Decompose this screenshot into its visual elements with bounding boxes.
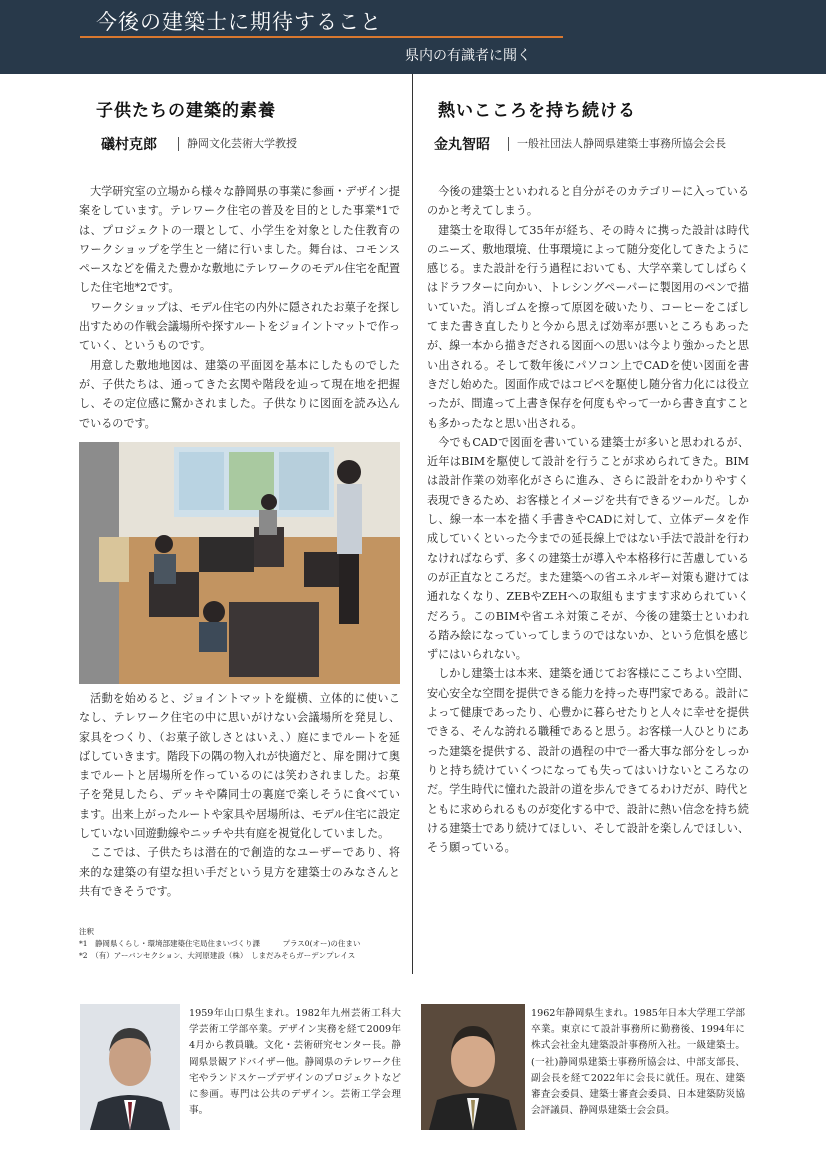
left-author-affiliation: 静岡文化芸術大学教授: [178, 137, 297, 151]
right-author-name: 金丸智昭: [434, 137, 490, 153]
left-article-body-bottom: [79, 689, 400, 901]
page-subtitle: 県内の有識者に聞く: [405, 48, 531, 64]
right-author-affiliation: 一般社団法人静岡県建築士事務所協会会長: [508, 137, 726, 151]
right-portrait-illustration: [421, 1004, 525, 1130]
left-author-portrait: [80, 1004, 180, 1130]
title-underline: [80, 36, 563, 38]
workshop-photo: [79, 442, 400, 684]
left-paragraph: 用意した敷地地図は、建築の平面図を基本にしたものでしたが、子供たちは、通ってきた玄関や階段を辿って現在地を把握し、その定位感に驚かされました。子供なりに図面を読み込んでいるのです。: [79, 358, 400, 430]
right-author-bio: 1962年静岡県生まれ。1985年日本大学理工学部卒業。東京にて設計事務所に勤務後、1994年に株式会社金丸建築設計事務所入社。一級建築士。(一社)静岡県建築士事務所協会は、中部支部長、副会長を経て2022年に会長に就任。現在、建築審査会委員、建築士審査会委員、日本建築防災協会評議員、静岡県建築士会会員。: [531, 1008, 745, 1117]
column-divider: [412, 74, 413, 974]
left-paragraph: 活動を始めると、ジョイントマットを縦横、立体的に使いこなし、テレワーク住宅の中に思いがけない会議場所を発見し、家具をつくり、（お菓子欲しさとはいえ、）庭にまでルートを延ばしていきます。階段下の隅の物入れが快適だと、扉を開けて奥までルートと居場所を作っているのには笑わされました。お菓子を発見したら、デッキや隣同士の裏庭で楽しそうに食べています。出来上がったルートや家具や居場所は、モデル住宅に設定していない回遊動線やニッチや共有庭を視覚化していました。: [79, 692, 400, 841]
left-portrait-illustration: [80, 1004, 180, 1130]
right-paragraph: しかし建築士は本来、建築を通じてお客様にここちよい空間、安心安全な空間を提供できる能力を持った専門家である。設計によって健康であったり、心豊かに暮らせたりと人々に幸せを提供できる、そんな誇れる職種であると思う。お客様一人ひとりにあった建築を提供する、設計の過程の中で一番大事な部分をしっかりと持ち続けていくつになっても失ってはいけないところなのだ。学生時代に憧れた設計の道を歩んできてるわけだが、時代とともに求められるものが変化する中で、設計に熱い信念を持ち続ける建築士であり続けてほしい、そして設計を楽しんでほしい、そう願っている。: [427, 667, 749, 855]
left-paragraph: ここでは、子供たちは潜在的で創造的なユーザーであり、将来的な建築の有望な担い手だという見方を建築士のみなさんと共有できそうです。: [79, 846, 400, 898]
page-header: [0, 0, 826, 74]
left-article-title: 子供たちの建築的素養: [96, 101, 276, 121]
left-paragraph: 大学研究室の立場から様々な静岡県の事業に参画・デザイン提案をしています。テレワーク住宅の普及を目的とした事業*1では、プロジェクトの一環として、小学生を対象とした住教育のワークショップを学生と一緒に行いました。舞台は、コモンスペースなどを備えた豊かな敷地にテレワークのモデル住宅を配置した住宅地*2です。: [79, 185, 400, 295]
left-author-bio: 1959年山口県生まれ。1982年九州芸術工科大学芸術工学部卒業。デザイン実務を経て2009年4月から教員職。文化・芸術研究センター長。静岡県景観アドバイザー他。静岡県のテレワーク住宅やランドスケープデザインのプロジェクトなどに参画。専門は公共のデザイン。芸術工学会理事。: [189, 1008, 401, 1117]
footnotes: [79, 926, 409, 962]
right-article-title: 熱いこころを持ち続ける: [438, 101, 636, 121]
footnote-item: *2 （有）アーバンセクション、大河原建設（株） しまだみそらガーデンプレイス: [79, 951, 356, 960]
left-article-body-top: [79, 182, 400, 433]
footnotes-label: 注釈: [79, 927, 94, 936]
right-paragraph: 今後の建築士といわれると自分がそのカテゴリーに入っているのかと考えてしまう。: [427, 185, 749, 218]
left-paragraph: ワークショップは、モデル住宅の内外に隠されたお菓子を探し出すための作戦会議場所や探すルートをジョイントマットで作っていく、というものです。: [79, 300, 400, 353]
footnote-item: *1 静岡県くらし・環境部建築住宅局住まいづくり課 プラス0(オー)の住まい: [79, 939, 361, 948]
workshop-photo-illustration: [79, 442, 400, 684]
right-article-body: [427, 182, 749, 857]
left-author-name: 礒村克郎: [101, 137, 157, 153]
right-paragraph: 今でもCADで図面を書いている建築士が多いと思われるが、近年はBIMを駆使して設計を行うことが求められてきた。BIMは設計作業の効率化がさらに進み、さらに設計をわかりやすく表現できるため、お客様とイメージを共有できるツールだ。しかし、線一本一本を描く手書きやCADに対して、立体データを作成していくといった今までの延長線上ではない手法で設計を行わなければならず、多くの建築士が導入や本格移行に苦慮しているのが正直なところだ。また建築への省エネルギー対策も避けては通れなくなり、ZEBやZEHへの取組もますます求められていくだろう。このBIMや省エネ対策こそが、今後の建築士といわれる踏み絵になっていってしまうのではないか、という危惧を感じずにはいられない。: [427, 435, 749, 662]
page-title: 今後の建築士に期待すること: [96, 10, 382, 34]
right-author-portrait: [421, 1004, 525, 1130]
right-paragraph: 建築士を取得して35年が経ち、その時々に携った設計は時代のニーズ、敷地環境、仕事環境によって随分変化してきたように感じる。また設計を行う過程においても、大学卒業してしばらくはドラフターに向かい、トレシングペーパーに製図用のペンで描いていた。消しゴムを擦って原図を破いたり、コーヒーをこぼしてまた書き直したりと今から思えば効率が悪いところもあったが、線一本から描きだされる図面への思いは今より強かったと思い出される。そして数年後にパソコン上でCADを使い図面を書きだし始めた。図面作成ではコピペを駆使し随分省力化には役立ったが、間違って上書き保存を何度もやって一から書き直すことも多かったなと思い出される。: [427, 223, 749, 430]
